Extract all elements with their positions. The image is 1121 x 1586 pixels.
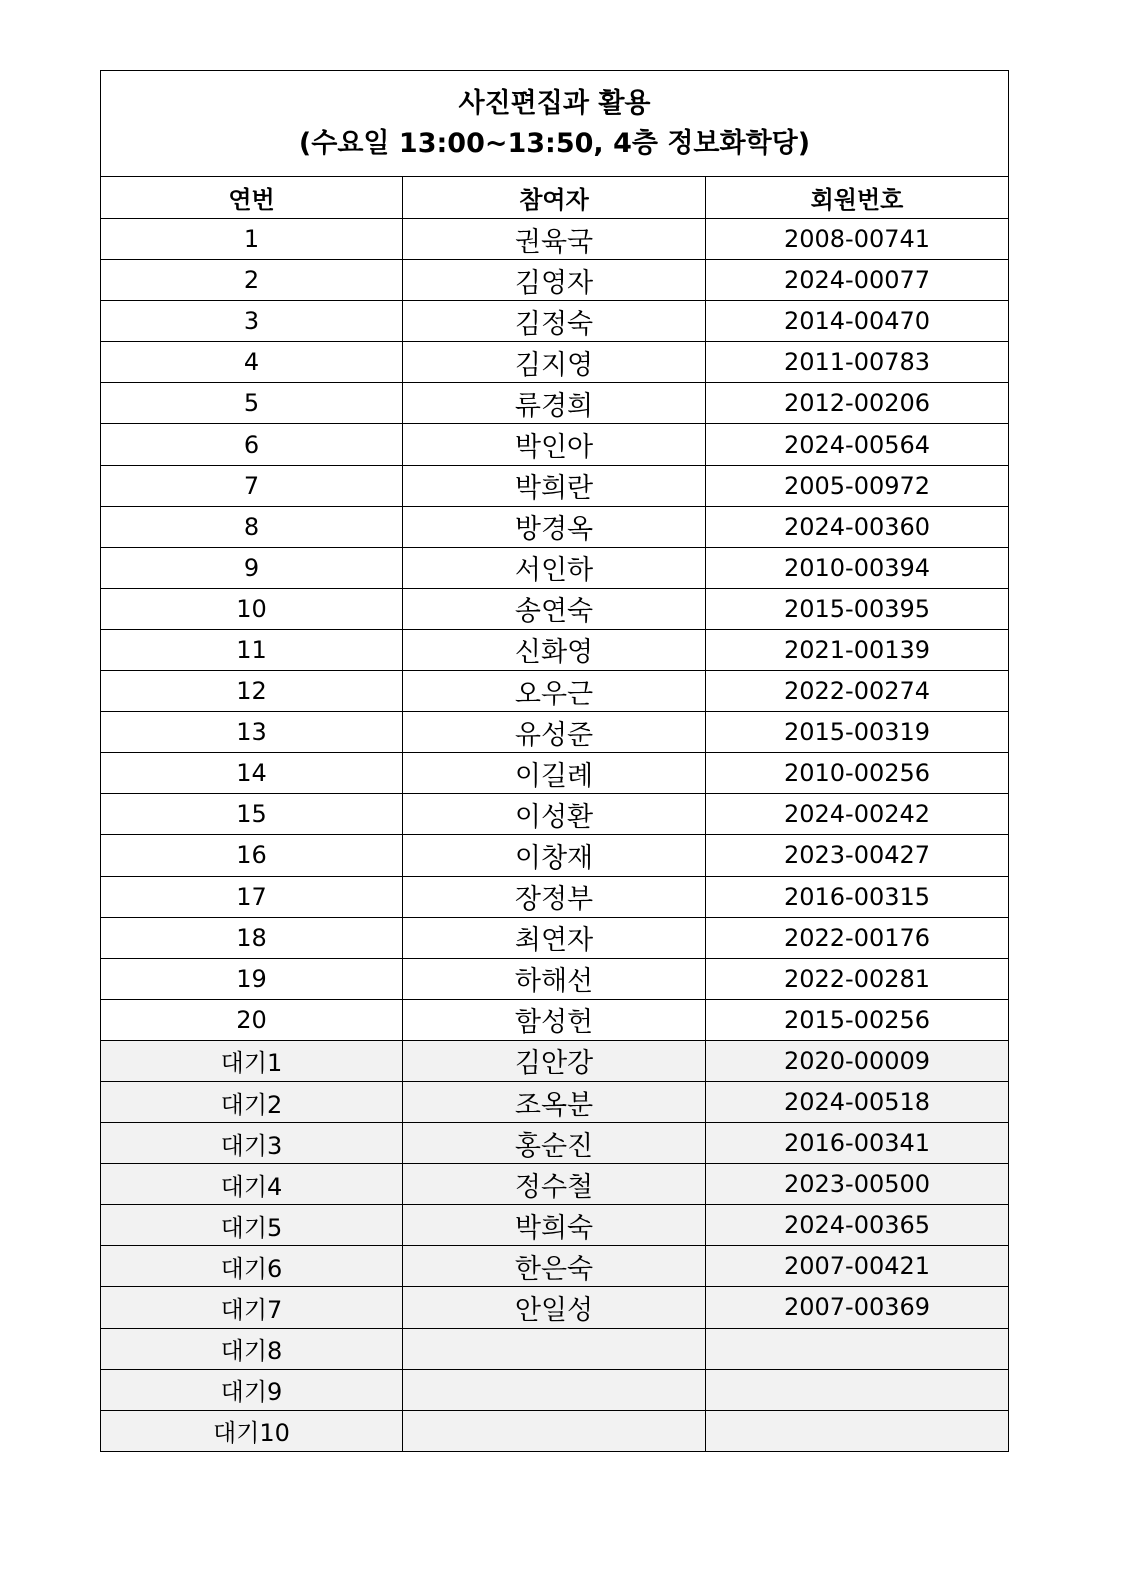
table-row bbox=[101, 547, 1009, 588]
participant-name-cell: 신화영 bbox=[403, 629, 706, 670]
document-title bbox=[101, 71, 1009, 177]
waitlist-row bbox=[101, 1040, 1009, 1081]
participant-name-cell bbox=[403, 1369, 706, 1410]
participant-name-cell: 최연자 bbox=[403, 917, 706, 958]
member-id-cell: 2010-00394 bbox=[706, 547, 1009, 588]
row-number-cell: 9 bbox=[101, 547, 403, 588]
course-schedule: (수요일 13:00~13:50, 4층 정보화학당) bbox=[298, 127, 811, 159]
member-id-cell: 2015-00256 bbox=[706, 999, 1009, 1040]
table-row bbox=[101, 794, 1009, 835]
member-id-cell: 2016-00341 bbox=[706, 1123, 1009, 1164]
participant-name-cell: 김정숙 bbox=[403, 301, 706, 342]
table-row bbox=[101, 958, 1009, 999]
row-number-cell: 4 bbox=[101, 342, 403, 383]
participant-name-cell: 권육국 bbox=[403, 219, 706, 260]
table-row bbox=[101, 753, 1009, 794]
table-row bbox=[101, 876, 1009, 917]
table-row bbox=[101, 219, 1009, 260]
row-number-cell: 대기9 bbox=[101, 1369, 403, 1410]
member-id-cell: 2024-00360 bbox=[706, 506, 1009, 547]
member-id-cell: 2022-00274 bbox=[706, 671, 1009, 712]
participant-name-cell: 김지영 bbox=[403, 342, 706, 383]
participant-name-cell: 김영자 bbox=[403, 260, 706, 301]
participant-name-cell: 서인하 bbox=[403, 547, 706, 588]
row-number-cell: 15 bbox=[101, 794, 403, 835]
table-row bbox=[101, 301, 1009, 342]
row-number-cell: 14 bbox=[101, 753, 403, 794]
row-number-cell: 18 bbox=[101, 917, 403, 958]
waitlist-row bbox=[101, 1246, 1009, 1287]
waitlist-row bbox=[101, 1410, 1009, 1451]
member-id-cell: 2014-00470 bbox=[706, 301, 1009, 342]
participant-table-body bbox=[101, 71, 1009, 1452]
member-id-cell: 2005-00972 bbox=[706, 465, 1009, 506]
table-row bbox=[101, 588, 1009, 629]
participant-name-cell: 이창재 bbox=[403, 835, 706, 876]
waitlist-row bbox=[101, 1287, 1009, 1328]
participant-name-cell: 정수철 bbox=[403, 1164, 706, 1205]
member-id-cell: 2024-00242 bbox=[706, 794, 1009, 835]
member-id-cell: 2015-00319 bbox=[706, 712, 1009, 753]
member-id-cell: 2024-00564 bbox=[706, 424, 1009, 465]
member-id-cell: 2015-00395 bbox=[706, 588, 1009, 629]
participant-name-cell: 김안강 bbox=[403, 1040, 706, 1081]
row-number-cell: 3 bbox=[101, 301, 403, 342]
member-id-cell: 2024-00077 bbox=[706, 260, 1009, 301]
member-id-cell: 2022-00176 bbox=[706, 917, 1009, 958]
column-header-participant: 참여자 bbox=[403, 177, 706, 219]
table-row bbox=[101, 342, 1009, 383]
waitlist-row bbox=[101, 1164, 1009, 1205]
table-row bbox=[101, 465, 1009, 506]
row-number-cell: 11 bbox=[101, 629, 403, 670]
row-number-cell: 6 bbox=[101, 424, 403, 465]
participant-name-cell: 함성헌 bbox=[403, 999, 706, 1040]
participant-name-cell: 박인아 bbox=[403, 424, 706, 465]
table-row bbox=[101, 835, 1009, 876]
member-id-cell: 2023-00500 bbox=[706, 1164, 1009, 1205]
header-row bbox=[101, 177, 1009, 219]
waitlist-row bbox=[101, 1205, 1009, 1246]
table-row bbox=[101, 260, 1009, 301]
member-id-cell: 2021-00139 bbox=[706, 629, 1009, 670]
member-id-cell: 2024-00518 bbox=[706, 1081, 1009, 1122]
row-number-cell: 16 bbox=[101, 835, 403, 876]
member-id-cell bbox=[706, 1410, 1009, 1451]
table-row bbox=[101, 424, 1009, 465]
member-id-cell: 2016-00315 bbox=[706, 876, 1009, 917]
participant-name-cell: 홍순진 bbox=[403, 1123, 706, 1164]
table-row bbox=[101, 506, 1009, 547]
member-id-cell: 2010-00256 bbox=[706, 753, 1009, 794]
waitlist-row bbox=[101, 1081, 1009, 1122]
row-number-cell: 5 bbox=[101, 383, 403, 424]
row-number-cell: 20 bbox=[101, 999, 403, 1040]
participant-name-cell: 장정부 bbox=[403, 876, 706, 917]
table-row bbox=[101, 917, 1009, 958]
row-number-cell: 12 bbox=[101, 671, 403, 712]
table-row bbox=[101, 383, 1009, 424]
participant-name-cell: 이길례 bbox=[403, 753, 706, 794]
participant-name-cell: 송연숙 bbox=[403, 588, 706, 629]
column-header-number: 연번 bbox=[101, 177, 403, 219]
member-id-cell: 2020-00009 bbox=[706, 1040, 1009, 1081]
member-id-cell: 2012-00206 bbox=[706, 383, 1009, 424]
participant-name-cell: 이성환 bbox=[403, 794, 706, 835]
waitlist-row bbox=[101, 1328, 1009, 1369]
table-row bbox=[101, 671, 1009, 712]
member-id-cell: 2007-00421 bbox=[706, 1246, 1009, 1287]
row-number-cell: 대기6 bbox=[101, 1246, 403, 1287]
member-id-cell: 2022-00281 bbox=[706, 958, 1009, 999]
participant-name-cell: 오우근 bbox=[403, 671, 706, 712]
row-number-cell: 19 bbox=[101, 958, 403, 999]
member-id-cell bbox=[706, 1369, 1009, 1410]
title-row bbox=[101, 71, 1009, 177]
member-id-cell: 2008-00741 bbox=[706, 219, 1009, 260]
waitlist-row bbox=[101, 1369, 1009, 1410]
row-number-cell: 대기7 bbox=[101, 1287, 403, 1328]
member-id-cell bbox=[706, 1328, 1009, 1369]
row-number-cell: 1 bbox=[101, 219, 403, 260]
row-number-cell: 대기3 bbox=[101, 1123, 403, 1164]
row-number-cell: 대기5 bbox=[101, 1205, 403, 1246]
participant-name-cell: 박희란 bbox=[403, 465, 706, 506]
participant-name-cell: 유성준 bbox=[403, 712, 706, 753]
participant-name-cell: 안일성 bbox=[403, 1287, 706, 1328]
row-number-cell: 10 bbox=[101, 588, 403, 629]
participant-name-cell bbox=[403, 1410, 706, 1451]
participant-name-cell: 한은숙 bbox=[403, 1246, 706, 1287]
participant-name-cell: 하해선 bbox=[403, 958, 706, 999]
participant-name-cell: 방경옥 bbox=[403, 506, 706, 547]
column-header-member-id: 회원번호 bbox=[706, 177, 1009, 219]
row-number-cell: 대기1 bbox=[101, 1040, 403, 1081]
row-number-cell: 8 bbox=[101, 506, 403, 547]
member-id-cell: 2011-00783 bbox=[706, 342, 1009, 383]
table-row bbox=[101, 712, 1009, 753]
row-number-cell: 2 bbox=[101, 260, 403, 301]
participant-name-cell bbox=[403, 1328, 706, 1369]
row-number-cell: 7 bbox=[101, 465, 403, 506]
participant-table bbox=[100, 70, 1009, 1452]
row-number-cell: 대기10 bbox=[101, 1410, 403, 1451]
course-title: 사진편집과 활용 bbox=[458, 87, 651, 119]
waitlist-row bbox=[101, 1123, 1009, 1164]
participant-name-cell: 조옥분 bbox=[403, 1081, 706, 1122]
member-id-cell: 2023-00427 bbox=[706, 835, 1009, 876]
row-number-cell: 13 bbox=[101, 712, 403, 753]
member-id-cell: 2007-00369 bbox=[706, 1287, 1009, 1328]
row-number-cell: 17 bbox=[101, 876, 403, 917]
table-row bbox=[101, 999, 1009, 1040]
row-number-cell: 대기2 bbox=[101, 1081, 403, 1122]
participant-name-cell: 박희숙 bbox=[403, 1205, 706, 1246]
row-number-cell: 대기4 bbox=[101, 1164, 403, 1205]
member-id-cell: 2024-00365 bbox=[706, 1205, 1009, 1246]
row-number-cell: 대기8 bbox=[101, 1328, 403, 1369]
participant-name-cell: 류경희 bbox=[403, 383, 706, 424]
table-row bbox=[101, 629, 1009, 670]
